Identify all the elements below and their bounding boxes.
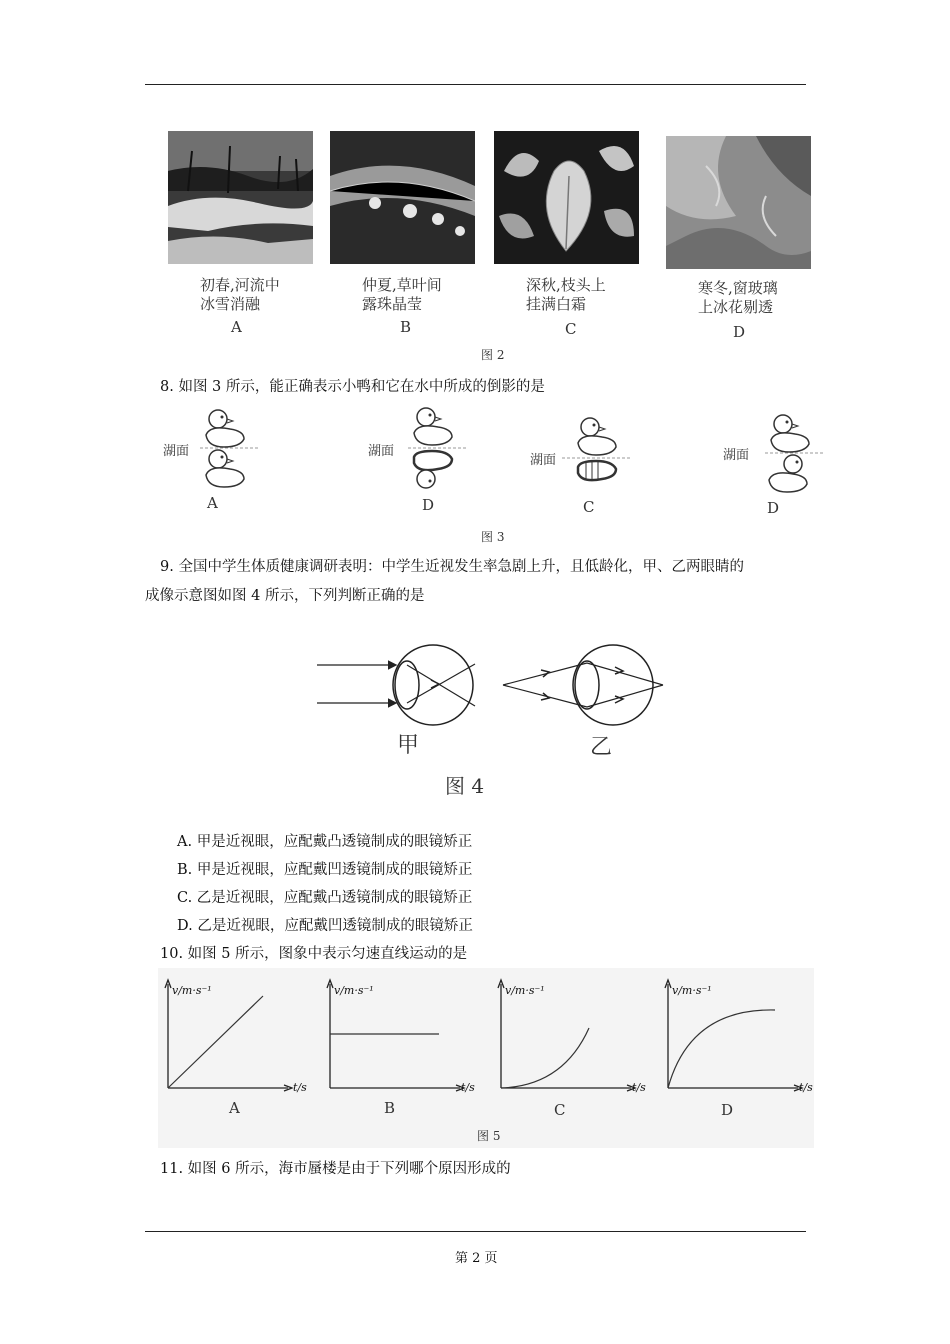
- graph-d-letter: D: [721, 1101, 734, 1119]
- fig2-label: 图 2: [481, 348, 505, 362]
- fig2-letter-d: D: [733, 323, 746, 341]
- duck-option-c: [572, 415, 632, 505]
- duck-letter-d: D: [767, 499, 780, 517]
- fig4-label: 图 4: [445, 774, 485, 798]
- eye-label-jia: 甲: [397, 733, 420, 758]
- eye-diagram: [315, 640, 695, 750]
- fig2-caption-c: 深秋,枝头上 挂满白霜: [526, 276, 606, 313]
- fig2-caption-d: 寒冬,窗玻璃 上冰花剔透: [698, 279, 778, 316]
- fig2-caption-a: 初春,河流中 冰雪消融: [200, 276, 280, 313]
- photo-melting-river: [168, 131, 313, 264]
- graph-a-letter: A: [229, 1099, 240, 1117]
- graph-b-letter: B: [384, 1099, 396, 1117]
- duck-letter-a: A: [207, 494, 218, 512]
- fig5-label: 图 5: [477, 1129, 501, 1143]
- question-9-line2: 成像示意图如图 4 所示，下列判断正确的是: [145, 588, 425, 604]
- q9-option-c[interactable]: C. 乙是近视眼，应配戴凸透镜制成的眼镜矫正: [177, 890, 473, 906]
- duck-option-second: [408, 405, 468, 495]
- q9-option-a[interactable]: A. 甲是近视眼，应配戴凸透镜制成的眼镜矫正: [177, 834, 473, 850]
- graph-a-ylabel: v/m·s⁻¹: [172, 984, 212, 997]
- graph-d-ylabel: v/m·s⁻¹: [672, 984, 712, 997]
- water-label-b: 湖面: [368, 444, 395, 459]
- question-8-text: 8. 如图 3 所示，能正确表示小鸭和它在水中所成的倒影的是: [160, 379, 545, 395]
- graph-c-letter: C: [554, 1101, 566, 1119]
- question-9-line1: 9. 全国中学生体质健康调研表明：中学生近视发生率急剧上升，且低龄化，甲、乙两眼睛的: [160, 559, 744, 575]
- water-label-c: 湖面: [530, 453, 557, 468]
- graph-b-xlabel: t/s: [461, 1081, 475, 1094]
- duck-option-a: [200, 405, 260, 495]
- fig2-letter-c: C: [565, 320, 577, 338]
- page-number: 第 2 页: [455, 1251, 498, 1266]
- q9-option-b[interactable]: B. 甲是近视眼，应配戴凹透镜制成的眼镜矫正: [177, 862, 473, 878]
- duck-letter-second: D: [422, 496, 435, 514]
- water-label-a: 湖面: [163, 444, 190, 459]
- graph-c-ylabel: v/m·s⁻¹: [505, 984, 545, 997]
- q9-option-d[interactable]: D. 乙是近视眼，应配戴凹透镜制成的眼镜矫正: [177, 918, 473, 934]
- fig3-label: 图 3: [481, 530, 505, 544]
- graph-b-ylabel: v/m·s⁻¹: [334, 984, 374, 997]
- duck-letter-c: C: [583, 498, 595, 516]
- fig2-letter-b: B: [400, 318, 412, 336]
- graph-d-xlabel: t/s: [799, 1081, 813, 1094]
- header-rule: [145, 84, 806, 85]
- eye-label-yi: 乙: [590, 735, 613, 760]
- question-10-text: 10. 如图 5 所示，图象中表示匀速直线运动的是: [160, 946, 468, 962]
- water-label-d: 湖面: [723, 448, 750, 463]
- photo-dew-on-leaf: [330, 131, 475, 264]
- graph-a-xlabel: t/s: [293, 1081, 307, 1094]
- footer-rule: [145, 1231, 806, 1232]
- photo-frost-leaves: [494, 131, 639, 264]
- graph-c-xlabel: t/s: [632, 1081, 646, 1094]
- fig2-letter-a: A: [231, 318, 242, 336]
- fig2-caption-b: 仲夏,草叶间 露珠晶莹: [362, 276, 442, 313]
- photo-window-frost: [666, 136, 811, 269]
- question-11-text: 11. 如图 6 所示，海市蜃楼是由于下列哪个原因形成的: [160, 1161, 511, 1177]
- duck-option-d: [765, 410, 825, 500]
